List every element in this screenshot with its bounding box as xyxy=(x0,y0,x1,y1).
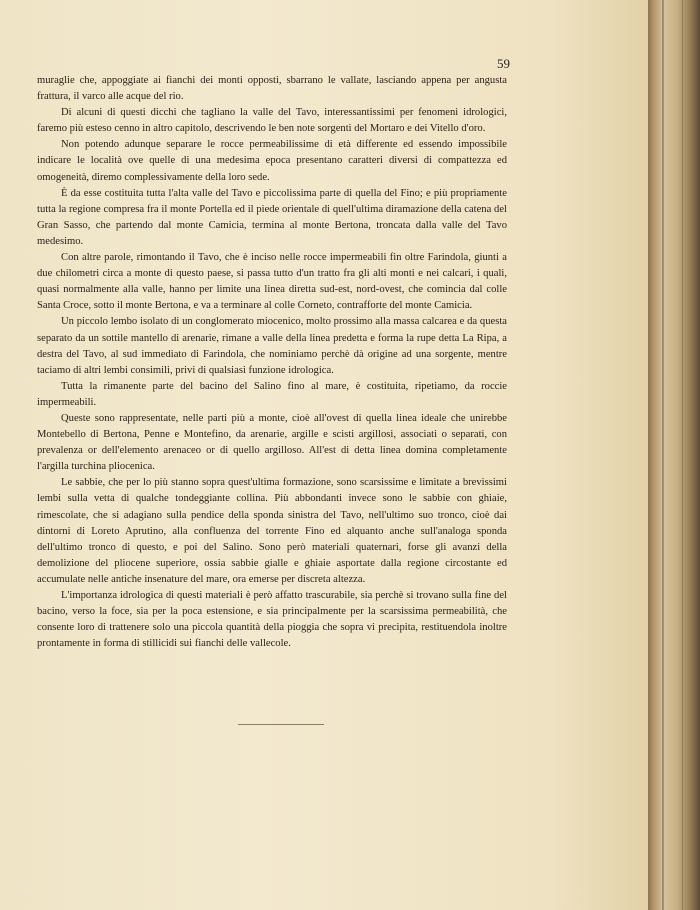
paragraph: È da esse costituita tutta l'alta valle del Tavo e piccolissima parte di quella del Fino; e più propriamente tutta la regione compresa fra il monte Portella ed il piede orientale di quell'ultima diramazione della catena del Gran Sasso, che partendo dal monte Camicia, termina al monte Bertona, troncata dalla valle del Tavo medesimo. xyxy=(37,187,507,247)
paragraph: Le sabbie, che per lo più stanno sopra quest'ultima formazione, sono scarsissime e limitate a brevissimi lembi sulla vetta di qualche tondeggiante collina. Più abbondanti invece sono le sabbie con ghiaie, rimescolate, che si adagiano sulla pendice della sponda sinistra del Tavo, nell'ultimo suo tronco, cioè dai dintorni di Loreto Aprutino, alla confluenza del torrente Fino ed alquanto anche sull'analoga sponda dell'ultimo tronco di questo, e poi del Salino. Sono però materiali quaternari, forse gli avanzi della demolizione del pliocene superiore, ossia sabbie gialle e ghiaie asportate dalla regione circostante ed accumulate nelle antiche insenature del mare, ora emerse per discreta altezza. xyxy=(37,477,507,585)
paragraph: Un piccolo lembo isolato di un conglomerato miocenico, molto prossimo alla massa calcarea e da questa separato da un sottile mantello di arenarie, rimane a valle della linea predetta e forma la rupe detta La Ripa, a destra del Tavo, al sud immediato di Farindola, che nominiamo perchè dà origine ad una sorgente, mentre taciamo di altri lembi consimili, privi di qualsiasi funzione idrologica. xyxy=(37,316,507,376)
paragraph: muraglie che, appoggiate ai fianchi dei monti opposti, sbarrano le vallate, lasciando appena per angusta frattura, il varco alle acque del rio. xyxy=(37,75,507,103)
paragraph: Queste sono rappresentate, nelle parti più a monte, cioè all'ovest di quella linea ideale che unirebbe Montebello di Bertona, Penne e Montefino, da arenarie, argille e scisti argillosi, associati o separati, con prevalenza or dell'elemento arenaceo or di quello argilloso. All'est di detta linea domina completamente l'argilla turchina pliocenica. xyxy=(37,412,507,473)
paragraph: Non potendo adunque separare le rocce permeabilissime di età differente ed essendo impossibile indicare le località ove quelle di una medesima epoca presentano caratteri diversi di compattezza ed omogeneità, diremo complessivamente della loro sede. xyxy=(37,139,507,183)
page-number: 59 xyxy=(497,56,510,71)
book-spine-edge xyxy=(648,0,700,910)
paragraph: Di alcuni di questi dicchi che tagliano la valle del Tavo, interessantissimi per fenomeni idrologici, faremo più esteso cenno in altro capitolo, descrivendo le ben note sorgenti del Mortaro e dei Vitello d'oro. xyxy=(37,107,507,135)
body-text xyxy=(37,73,507,652)
paragraph: Tutta la rimanente parte del bacino del Salino fino al mare, è costituita, ripetiamo, da roccie impermeabili. xyxy=(37,380,507,408)
section-divider xyxy=(238,724,324,725)
paragraph: L'importanza idrologica di questi materiali è però affatto trascurabile, sia perchè si trovano sulla fine del bacino, verso la foce, sia per la poca estensione, e sia principalmente per la scarsissima permeabilità, che consente loro di trattenere solo una piccola quantità della pioggia che sopra vi precipita, restituendola inoltre prontamente in forma di stillicidi sui fianchi delle vallecole. xyxy=(37,590,507,650)
paragraph: Con altre parole, rimontando il Tavo, che è inciso nelle rocce impermeabili fin oltre Farindola, giunti a due chilometri circa a monte di questo paese, si passa tutto d'un tratto fra gli alti monti e nei calcari, i quali, quasi normalmente alla valle, hanno per limite una linea diretta sud-est, nord-ovest, che comincia dal colle Santa Croce, sotto il monte Bertona, e va a terminare al colle Corneto, contrafforte del monte Camicia. xyxy=(37,252,507,312)
